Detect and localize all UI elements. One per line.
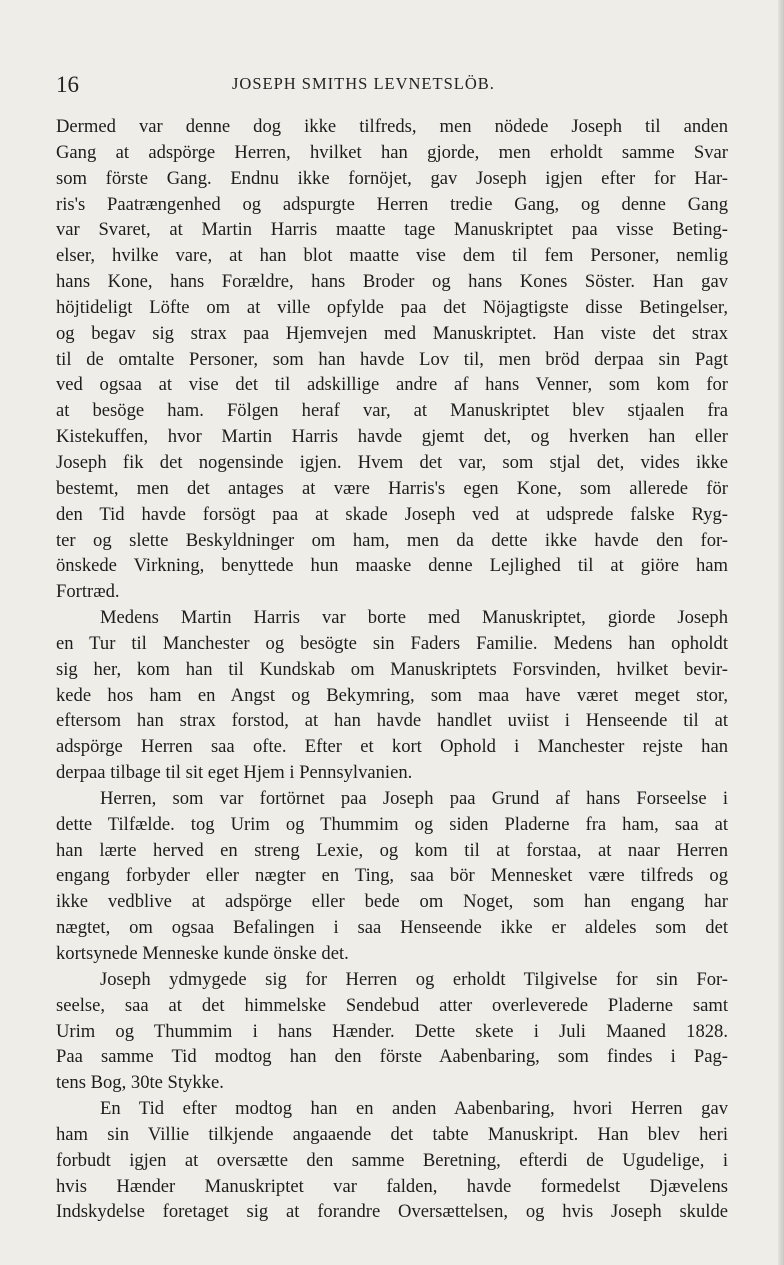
- text-line: Dermed var denne dog ikke tilfreds, men nödede Joseph til anden: [56, 116, 728, 137]
- text-line: kortsynede Menneske kunde önske det.: [56, 943, 349, 964]
- text-line: nægtet, om ogsaa Befalingen i saa Henseende ikke er aldeles som det: [56, 917, 728, 939]
- text-line: adspörge Herren saa ofte. Efter et kort Ophold i Manchester rejste han: [56, 736, 728, 758]
- body-text: [56, 114, 728, 1225]
- text-line: til de omtalte Personer, som han havde Lov til, men bröd derpaa sin Pagt: [56, 348, 728, 370]
- text-line: hans Kone, hans Forældre, hans Broder og hans Kones Söster. Han gav: [56, 271, 728, 293]
- text-line: Joseph fik det nogensinde igjen. Hvem det var, som stjal det, vides ikke: [56, 451, 728, 473]
- text-line: ved ogsaa at vise det til adskillige andre af hans Venner, som kom for: [56, 374, 728, 396]
- text-line: dette Tilfælde. tog Urim og Thummim og siden Pladerne fra ham, saa at: [56, 813, 728, 835]
- text-line: han lærte herved en streng Lexie, og kom til at forstaa, at naar Herren: [56, 839, 728, 861]
- text-line: Medens Martin Harris var borte med Manuskriptet, giorde Joseph: [100, 607, 728, 629]
- text-line: som förste Gang. Endnu ikke fornöjet, gav Joseph igjen efter for Har-: [56, 167, 728, 189]
- text-line: Urim og Thummim i hans Hænder. Dette skete i Juli Maaned 1828.: [56, 1020, 728, 1042]
- text-line: Joseph ydmygede sig for Herren og erholdt Tilgivelse for sin For-: [100, 968, 728, 990]
- text-line: eftersom han strax forstod, at han havde handlet uviist i Henseende til at: [56, 710, 728, 732]
- text-line: og begav sig strax paa Hjemvejen med Manuskriptet. Han viste det strax: [56, 322, 728, 344]
- text-line: En Tid efter modtog han en anden Aabenbaring, hvori Herren gav: [100, 1098, 728, 1120]
- text-line: seelse, saa at det himmelske Sendebud atter overleverede Pladerne samt: [56, 994, 728, 1016]
- page-header: [56, 70, 728, 102]
- text-line: hvis Hænder Manuskriptet var falden, havde formedelst Djævelens: [56, 1175, 728, 1197]
- text-line: tens Bog, 30te Stykke.: [56, 1072, 224, 1094]
- text-line: at besöge ham. Fölgen heraf var, at Manuskriptet blev stjaalen fra: [56, 400, 728, 422]
- text-line: Kistekuffen, hvor Martin Harris havde gjemt det, og hverken han eller: [56, 426, 728, 448]
- text-line: ris's Paatrængenhed og adspurgte Herren tredie Gang, og denne Gang: [56, 193, 728, 215]
- text-line: Gang at adspörge Herren, hvilket han gjorde, men erholdt samme Svar: [56, 141, 728, 163]
- text-line: ham sin Villie tilkjende angaaende det tabte Manuskript. Han blev heri: [56, 1123, 728, 1145]
- text-line: elser, hvilke vare, at han blot maatte vise dem til fem Personer, nemlig: [56, 245, 728, 267]
- text-line: derpaa tilbage til sit eget Hjem i Pennsylvanien.: [56, 762, 413, 784]
- text-line: bestemt, men det antages at være Harris's egen Kone, som allerede för: [56, 477, 728, 499]
- text-line: Paa samme Tid modtog han den förste Aabenbaring, som findes i Pag-: [56, 1046, 728, 1068]
- page-edge-shadow: [778, 0, 784, 1265]
- text-line: höjtideligt Löfte om at ville opfylde paa det Nöjagtigste disse Betingelser,: [56, 296, 728, 318]
- text-line: ikke vedblive at adspörge eller bede om Noget, som han engang har: [56, 891, 728, 913]
- text-line: den Tid havde forsögt paa at skade Joseph ved at udsprede falske Ryg-: [56, 503, 728, 525]
- page-number: 16: [56, 72, 79, 97]
- text-line: Fortræd.: [56, 581, 120, 603]
- text-line: ter og slette Beskyldninger om ham, men da dette ikke havde den for-: [56, 529, 728, 551]
- text-line: forbudt igjen at oversætte den samme Beretning, efterdi de Ugudelige, i: [56, 1149, 728, 1171]
- text-line: sig her, kom han til Kundskab om Manuskriptets Forsvinden, hvilket bevir-: [56, 658, 728, 680]
- text-line: engang forbyder eller nægter en Ting, saa bör Mennesket være tilfreds og: [56, 865, 728, 887]
- text-line: önskede Virkning, benyttede hun maaske denne Lejlighed til at giöre ham: [56, 555, 728, 577]
- text-line: en Tur til Manchester og besögte sin Faders Familie. Medens han opholdt: [56, 632, 728, 654]
- text-line: kede hos ham en Angst og Bekymring, som maa have været meget stor,: [56, 684, 728, 706]
- running-title: JOSEPH SMITHS LEVNETSLÖB.: [232, 74, 495, 93]
- text-line: var Svaret, at Martin Harris maatte tage Manuskriptet paa visse Beting-: [56, 219, 728, 241]
- text-line: Herren, som var fortörnet paa Joseph paa Grund af hans Forseelse i: [100, 787, 728, 809]
- text-line: Indskydelse foretaget sig at forandre Oversættelsen, og hvis Joseph skulde: [56, 1201, 728, 1223]
